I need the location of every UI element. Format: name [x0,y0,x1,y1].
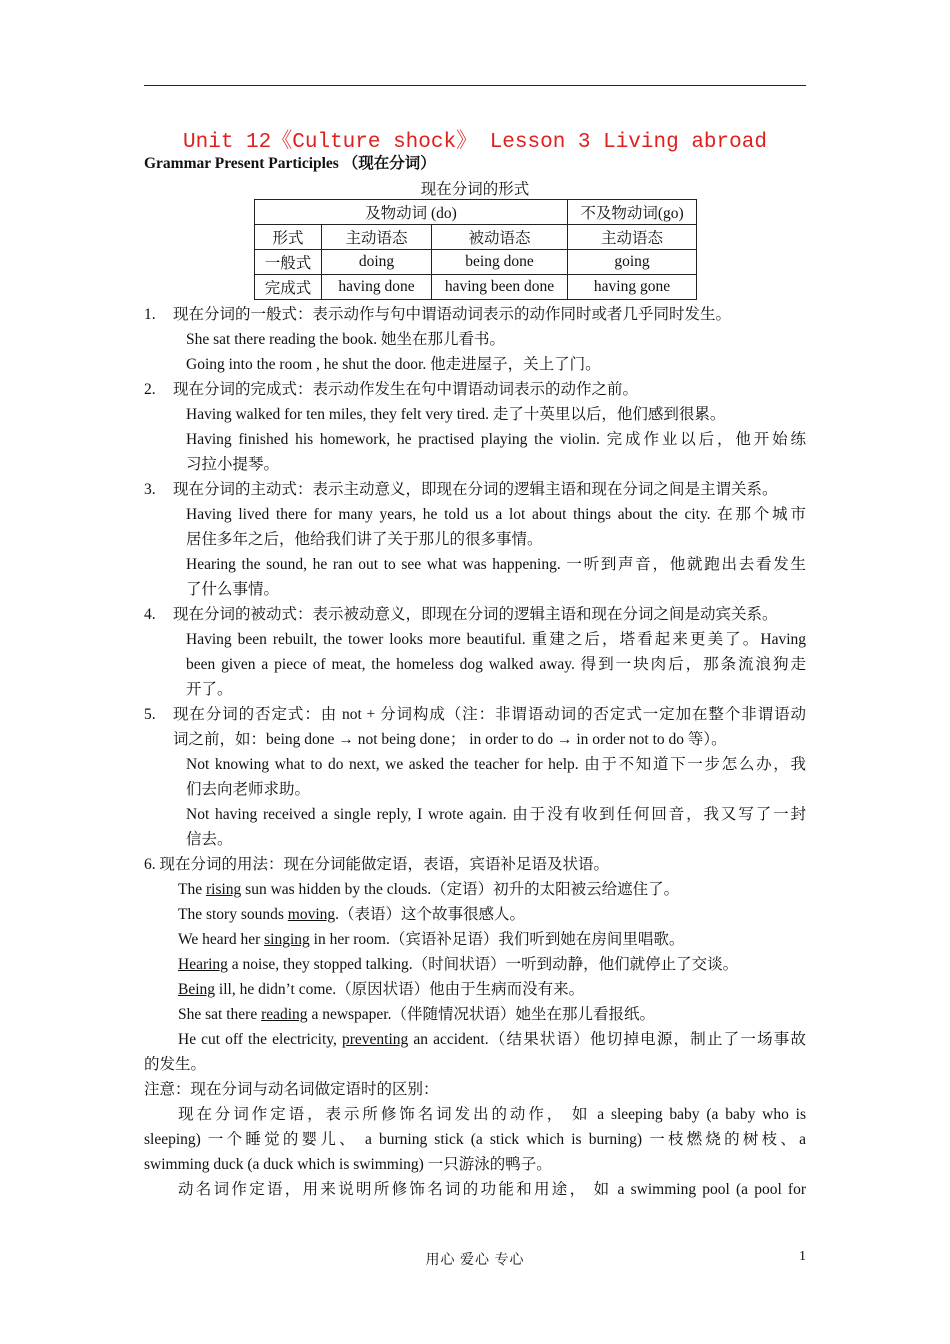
example-sentence: Having lived there for many years, he told us a lot about things about the city. 在那个城市 [186,506,806,523]
example-sentence: Going into the room , he shut the door. 他走进屋子，关上了门。 [186,356,601,373]
usage-text: He cut off the electricity, [178,1031,342,1048]
example-sentence-cont: 信去。 [186,831,233,848]
underlined-participle: Being [178,981,216,998]
table-header-row [255,200,697,225]
table-cell: doing [322,250,432,275]
table-cell: being done [432,250,568,275]
item-number: 4. [144,606,156,623]
usage-example [144,902,806,927]
note-paragraph: 现在分词作定语，表示所修饰名词发出的动作， 如 a sleeping baby (a baby who is [178,1106,806,1123]
rule-text: 现在分词的一般式：表示动作与句中谓语动词表示的动作同时或者几乎同时发生。 [173,306,732,323]
table-cell: having done [322,275,432,300]
participle-forms-table [254,199,697,300]
grammar-heading: Grammar Present Participles （现在分词） [144,155,436,172]
underlined-participle: reading [261,1006,308,1023]
page-title: Unit 12《Culture shock》 Lesson 3 Living abroad [183,131,767,154]
usage-text: ill, he didn’t come.（原因状语）他由于生病而没有来。 [215,981,585,998]
usage-example [144,977,806,1002]
note-paragraph-cont: sleeping) 一个睡觉的婴儿、 a burning stick (a stick which is burning) 一枝燃烧的树枝、a [144,1131,806,1148]
header-transitive: 及物动词 (do) [255,200,568,225]
table-cell: 完成式 [255,275,322,300]
table-subheader-row [255,225,697,250]
note-paragraph: 动名词作定语，用来说明所修饰名词的功能和用途， 如 a swimming pool (a pool for [178,1181,806,1198]
item-number: 3. [144,481,156,498]
example-sentence-cont: 们去向老师求助。 [186,781,311,798]
example-sentence-cont: 了什么事情。 [186,581,280,598]
example-sentence: Not knowing what to do next, we asked the teacher for help. 由于不知道下一步怎么办，我 [186,756,806,773]
footer-motto: 用心 爱心 专心 [425,1253,525,1268]
example-sentence: Having walked for ten miles, they felt very tired. 走了十英里以后，他们感到很累。 [186,406,726,423]
table-caption: 现在分词的形式 [420,181,530,198]
usage-example [144,877,806,902]
example-sentence: Having finished his homework, he practised playing the violin. 完成作业以后，他开始练 [186,431,806,448]
usage-text: a noise, they stopped talking.（时间状语）一听到动静，他们就停止了交谈。 [227,956,739,973]
usage-text-cont: 的发生。 [144,1056,207,1073]
usage-example [144,952,806,977]
table-cell: having been done [432,275,568,300]
usage-example [144,1027,806,1052]
underlined-participle: preventing [341,1031,409,1048]
example-sentence-cont: been given a piece of meat, the homeless dog walked away. 得到一块肉后，那条流浪狗走 [186,656,806,673]
header-intransitive: 不及物动词(go) [568,200,697,225]
rule-text: 现在分词的否定式：由 not + 分词构成（注：非谓语动词的否定式一定加在整个非谓语动 [173,706,806,723]
rule-text: 现在分词的完成式：表示动作发生在句中谓语动词表示的动作之前。 [173,381,639,398]
rule-item-5 [144,702,806,727]
usage-text: an accident.（结果状语）他切掉电源，制止了一场事故 [408,1031,806,1048]
rule-text: 现在分词的主动式：表示主动意义，即现在分词的逻辑主语和现在分词之间是主谓关系。 [173,481,778,498]
usage-text: a newspaper.（伴随情况状语）她坐在那儿看报纸。 [307,1006,655,1023]
rule-item-3 [144,477,806,502]
usage-example [144,927,806,952]
underlined-participle: singing [264,931,310,948]
note-paragraph-cont: swimming duck (a duck which is swimming) 一只游泳的鸭子。 [144,1156,552,1173]
table-row [255,275,697,300]
table-cell: going [568,250,697,275]
table-cell: 主动语态 [322,225,432,250]
table-cell: 一般式 [255,250,322,275]
usage-text: The [178,881,206,898]
usage-text: We heard her [178,931,265,948]
example-sentence-cont: 居住多年之后，他给我们讲了关于那儿的很多事情。 [186,531,543,548]
table-cell: 形式 [255,225,322,250]
example-sentence-cont: 开了。 [186,681,233,698]
rule-item-1 [144,302,806,327]
rule-text: 现在分词的被动式：表示被动意义，即现在分词的逻辑主语和现在分词之间是动宾关系。 [173,606,778,623]
item-number: 1. [144,306,156,323]
table-cell: having gone [568,275,697,300]
usage-text: sun was hidden by the clouds.（定语）初升的太阳被云给遮住了。 [241,881,680,898]
example-sentence: Not having received a single reply, I wrote again. 由于没有收到任何回音，我又写了一封 [186,806,806,823]
rule-item-2 [144,377,806,402]
table-cell: 主动语态 [568,225,697,250]
table-row [255,250,697,275]
document-body [144,302,806,1202]
usage-text: She sat there [178,1006,262,1023]
underlined-participle: rising [205,881,242,898]
item-number: 5. [144,706,156,723]
underlined-participle: moving [287,906,336,923]
item-number: 2. [144,381,156,398]
header-rule [144,85,806,86]
rule-item-4 [144,602,806,627]
example-sentence-cont: 习拉小提琴。 [186,456,280,473]
usage-text: in her room.（宾语补足语）我们听到她在房间里唱歌。 [309,931,685,948]
page-number: 1 [799,1249,806,1264]
usage-example [144,1002,806,1027]
underlined-participle: Hearing [178,956,228,973]
usage-text: The story sounds [178,906,288,923]
usage-text: .（表语）这个故事很感人。 [335,906,526,923]
example-sentence: She sat there reading the book. 她坐在那儿看书。 [186,331,505,348]
example-sentence: Having been rebuilt, the tower looks more beautiful. 重建之后，塔看起来更美了。Having [186,631,806,648]
rule-item-6: 6. 现在分词的用法：现在分词能做定语，表语，宾语补足语及状语。 [144,856,610,873]
rule-text-cont: 词之前，如：being done → not being done； in order to do → in order not to do 等）。 [173,731,727,748]
table-cell: 被动语态 [432,225,568,250]
note-heading: 注意：现在分词与动名词做定语时的区别： [144,1081,439,1098]
example-sentence: Hearing the sound, he ran out to see what was happening. 一听到声音，他就跑出去看发生 [186,556,806,573]
